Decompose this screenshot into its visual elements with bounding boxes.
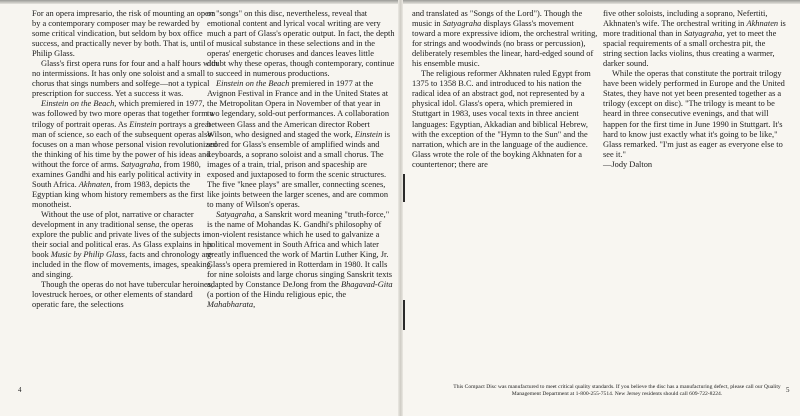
- paragraph: [207, 79, 395, 210]
- paragraph: [207, 210, 395, 310]
- title-italic: Satyagraha: [216, 209, 255, 219]
- text: displays Glass's movement toward a more expressive idiom, the orchestral writing, for strings and woodwinds (no brass or percussion), deliberately resembles the linear, hard-edged sound of his ensemble music.: [412, 19, 598, 69]
- binding-mark: [403, 300, 405, 330]
- title-italic: Satyagraha: [120, 159, 160, 169]
- paragraph: [32, 59, 218, 99]
- text: , a Sanskrit word meaning "truth-force," is the name of Mohandas K. Gandhi's philosophy of non-violent resistance which he used to galvanize a political movement in South Africa and which later greatly influenced the work of Martin Luther King, Jr. Glass's opera premiered in Rotterdam in 1980. It calls for nine soloists and large chorus singing Sanskrit texts adapted by Constance DeJong from the: [207, 209, 393, 290]
- paragraph: [603, 9, 786, 69]
- title-italic: Akhnaten: [78, 179, 111, 189]
- text: Glass's first opera runs for four and a half hours with no intermissions. It has only one soloist and a small chorus that sings numbers and solfege—not a typical prescription for success. Yet a success it was.: [32, 59, 218, 99]
- booklet-spine: [398, 0, 403, 416]
- text: The religious reformer Akhnaten ruled Egypt from 1375 to 1358 B.C. and introduced to his nation the radical idea of an abstract god, not represented by a physical idol. Glass's opera, which premiered in Stuttgart in 1983, uses vocal texts in three ancient languages: Egyptian, Akkadian and biblical Hebrew, with the exception of the "Hymn to the Sun" and the narration, which are in the language of the audience. Glass wrote the role of the boyking Akhnaten for a countertenor; there are: [412, 69, 591, 169]
- paragraph: [32, 280, 218, 310]
- column-4: [603, 9, 786, 170]
- text: , which premiered in 1977, was followed by two more operas that together form a trilogy of portrait operas. As: [32, 99, 214, 129]
- title-italic: Mahabharata: [207, 300, 254, 310]
- title-italic: Akhnaten: [746, 19, 779, 29]
- column-3: [412, 9, 598, 170]
- text: (a portion of the Hindu religious epic, the: [207, 290, 347, 300]
- text: , yet to meet the spacial requirements of a small orchestra pit, the string section lacks violins, thus creating a warmer, darker sound.: [603, 29, 777, 69]
- text: and translated as "Songs of the Lord"). Though the music in: [412, 9, 583, 29]
- paragraph: [603, 69, 786, 159]
- text: or "songs" on this disc, nevertheless, reveal that emotional content and lyrical vocal writing are very much a part of Glass's operatic output. In fact, the depth of musical substance in these selections and in the operas' energetic choruses and dances leaves little doubt why these operas, though contemporary, continue to succeed in numerous productions.: [207, 9, 395, 79]
- paragraph: [32, 99, 218, 210]
- paragraph: [412, 69, 598, 169]
- text: portrays a great man of science, so each of the subsequent operas also focuses on a man whose personal vision revolutionized the thinking of his time by the power of his ideas and without the force of arms.: [32, 119, 217, 169]
- quality-notice: This Compact Disc was manufactured to meet critical quality standards. If you believe the disc has a manufacturing defect, please call our Quality Management Department at 1-800-255-7514. New Jersey residents should call 609-722-8224.: [453, 384, 781, 397]
- text: , facts and chronology are included in the flow of movements, images, speaking and singing.: [32, 250, 212, 280]
- column-2: [207, 9, 395, 310]
- text: Though the operas do not have tubercular heroines, lovestruck heroes, or other elements of standard operatic fare, the selections: [32, 280, 214, 310]
- title-italic: Einstein on the Beach: [216, 79, 290, 89]
- title-italic: Music by Philip Glass: [50, 250, 126, 260]
- paragraph: [32, 210, 218, 280]
- text: five other soloists, including a soprano, Nefertiti, Akhnaten's wife. The orchestral writing in: [603, 9, 768, 29]
- title-italic: Satyagraha: [683, 29, 723, 39]
- author-signature: —Jody Dalton: [603, 159, 653, 169]
- text: is scored for Glass's ensemble of amplified winds and keyboards, a soprano soloist and a small chorus. The images of a train, trial, prison and spaceship are exposed and juxtaposed to form the scenic structures. The five "knee plays" are smaller, connecting scenes, like joints between the larger scenes, and are common to many of Wilson's operas.: [207, 129, 390, 209]
- text: For an opera impresario, the risk of mounting an opera by a contemporary composer may be rewarded by some critical vindication, but seldom by box office success, and practically never by both. That is, until Philip Glass.: [32, 9, 216, 59]
- text: ,: [253, 300, 256, 310]
- text: While the operas that constitute the portrait trilogy have been widely performed in Europe and the United States, they have not yet been presented together as a trilogy (except on disc). "The trilogy is meant to be heard in three consecutive evenings, and that will happen for the first time in June 1990 in Stuttgart. It's hard to know just exactly what it's going to be like," Glass remarked. "I'm just as eager as everyone else to see it.": [603, 69, 785, 159]
- text: is more traditional than in: [603, 19, 786, 39]
- title-italic: Einstein on the Beach: [41, 99, 115, 109]
- text: , from 1980, examines Gandhi and his early political activity in South Africa.: [32, 159, 201, 189]
- column-1: [32, 9, 218, 310]
- title-italic: Satyagraha: [442, 19, 482, 29]
- title-italic: Einstein: [129, 119, 157, 129]
- page-number-left: 4: [18, 386, 22, 394]
- paragraph: [412, 9, 598, 69]
- text: Without the use of plot, narrative or character development in any traditional sense, the operas explore the public and private lives of the subjects in their social and political eras. As Glass explains in his book: [32, 209, 213, 260]
- text: , from 1983, depicts the Egyptian king whom history remembers as the first monotheist.: [32, 179, 204, 209]
- text: premiered in 1977 at the Avignon Festival in France and in the United States at the Metropolitan Opera in November of that year in two legendary, sold-out performances. A collaboration between Glass and the American director Robert Wilson, who designed and staged the work,: [207, 79, 390, 139]
- binding-mark: [403, 174, 405, 202]
- page-number-right: 5: [786, 386, 790, 394]
- title-italic: Einstein: [354, 129, 383, 139]
- paragraph: [32, 9, 218, 59]
- title-italic: Bhagavad-Gita: [340, 280, 393, 290]
- paragraph: [207, 9, 395, 79]
